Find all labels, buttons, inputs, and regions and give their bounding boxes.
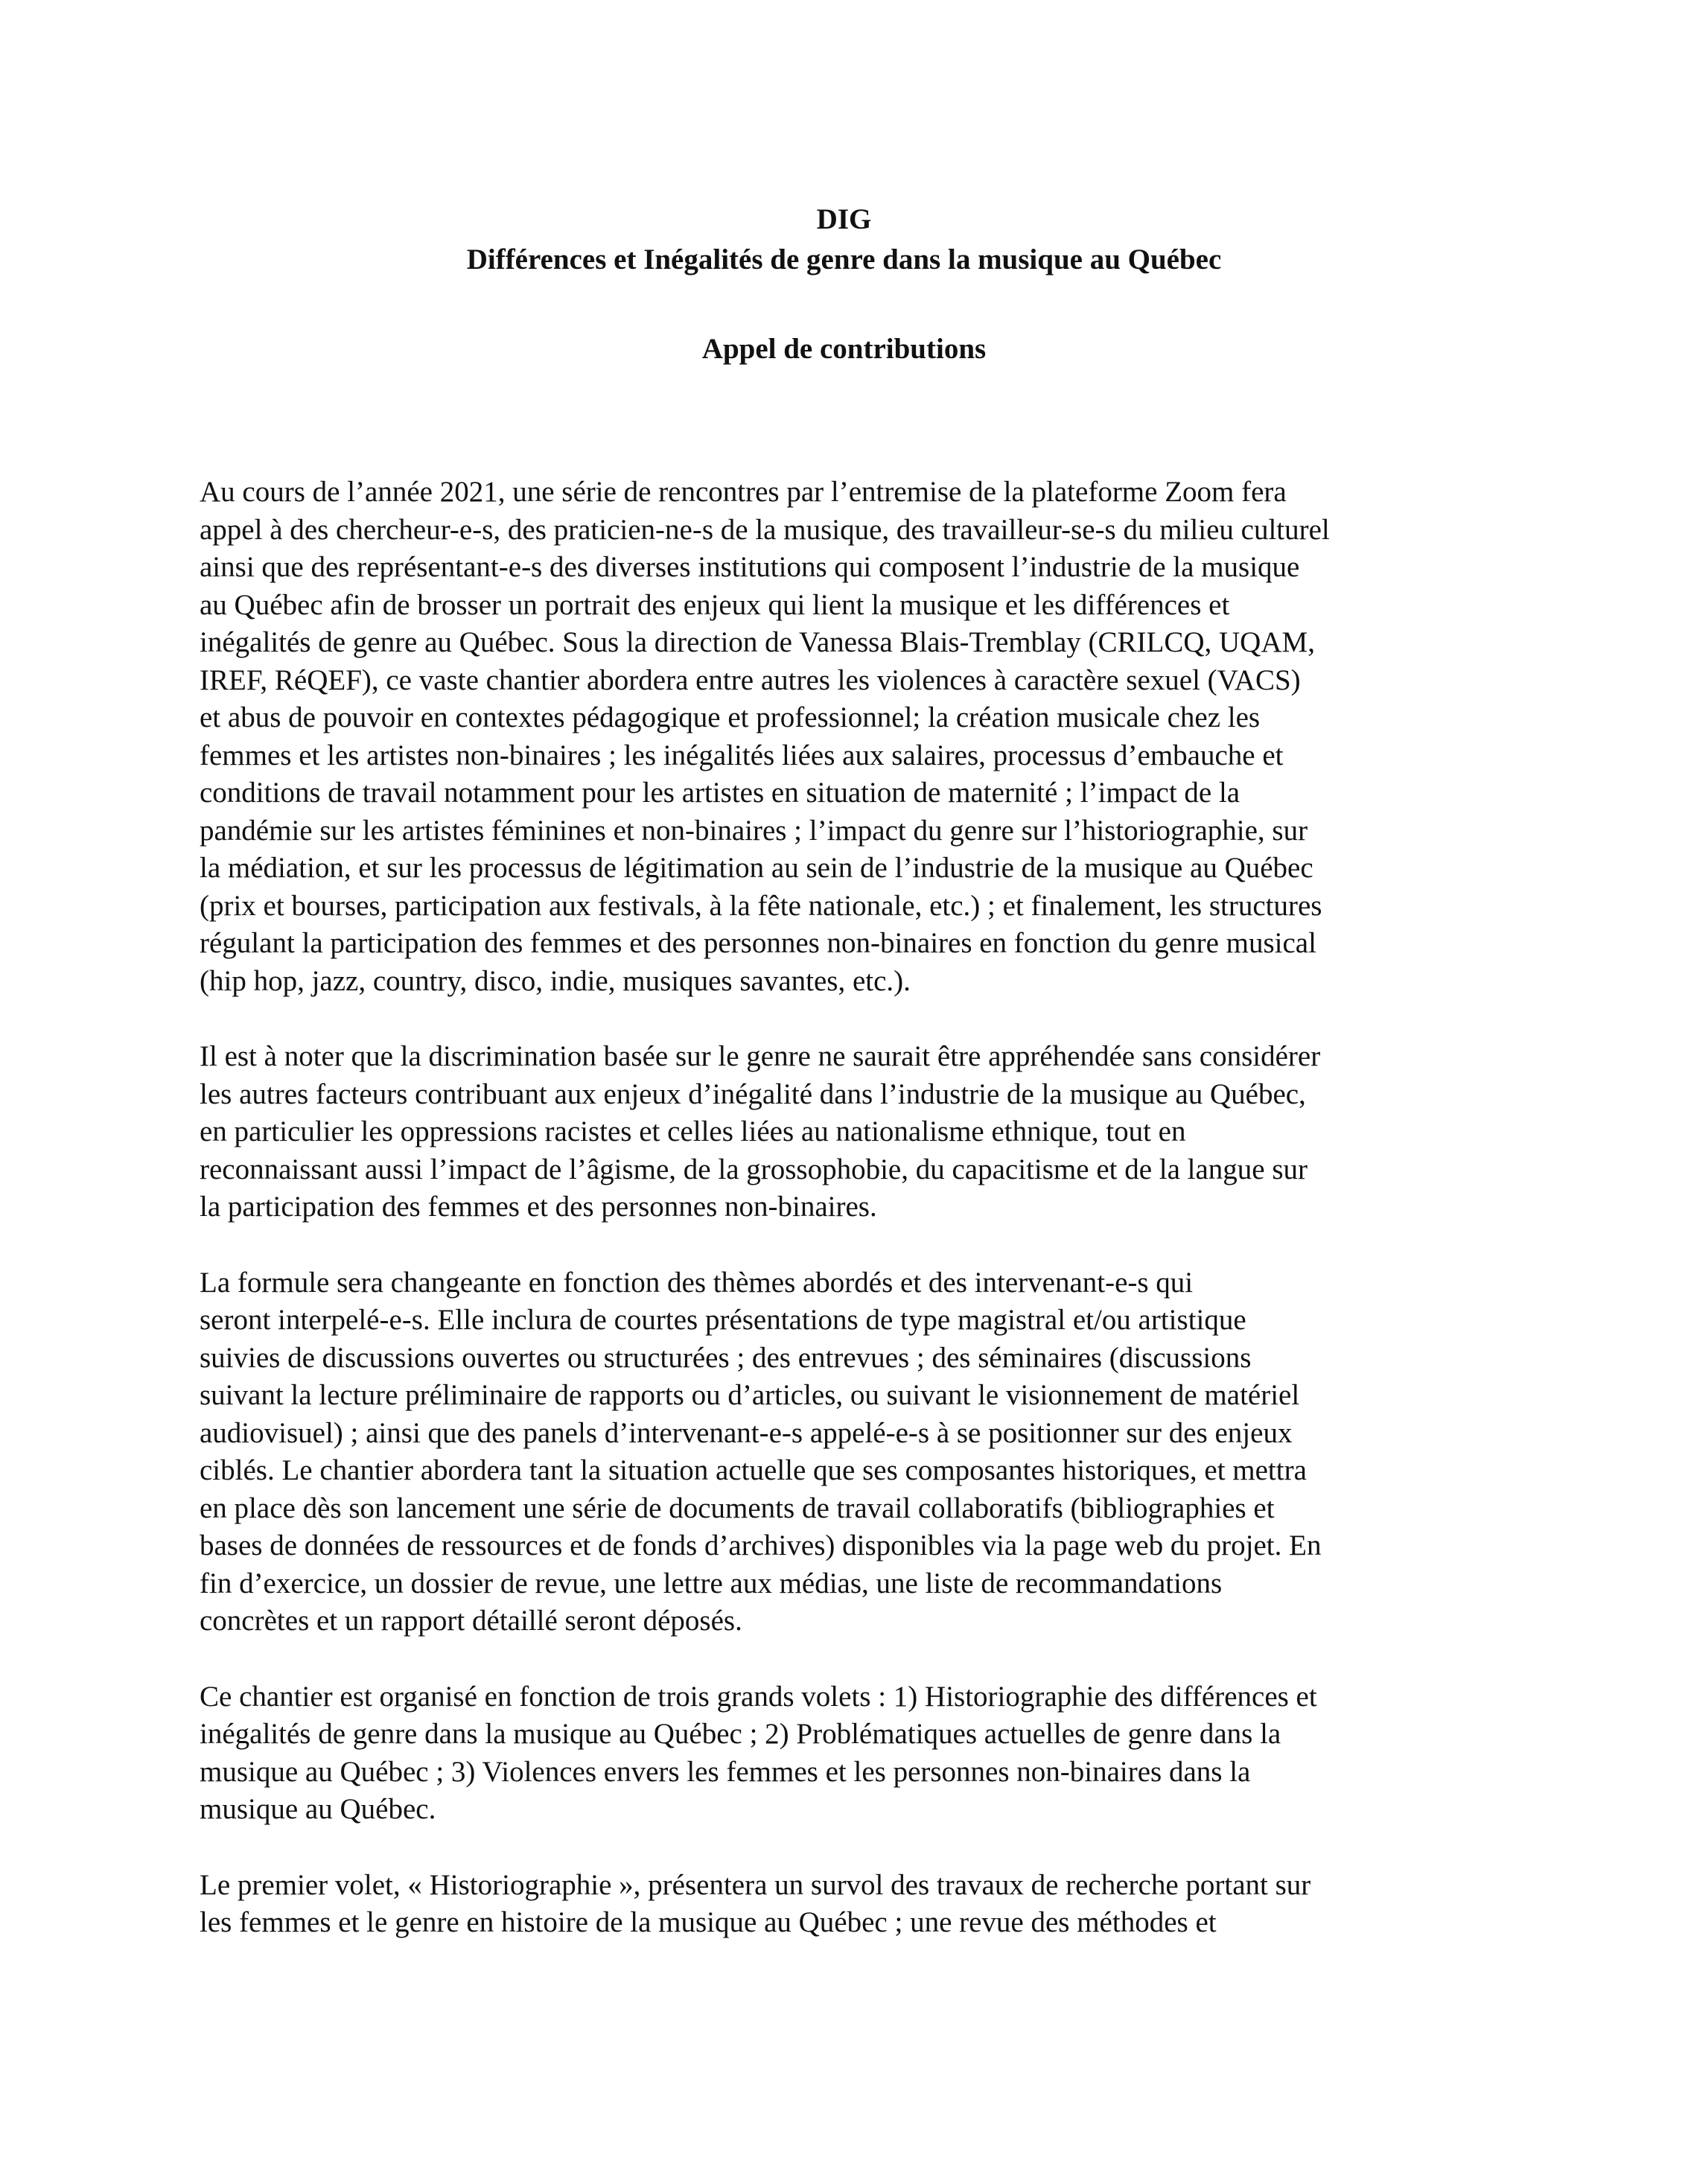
paragraph-line: régulant la participation des femmes et des personnes non-binaires en fonction du genre musical bbox=[200, 927, 1316, 959]
paragraph-line: suivant la lecture préliminaire de rapports ou d’articles, ou suivant le visionnement de matériel bbox=[200, 1379, 1300, 1411]
paragraph-line: pandémie sur les artistes féminines et non-binaires ; l’impact du genre sur l’historiographie, sur bbox=[200, 814, 1308, 847]
paragraph-line: ciblés. Le chantier abordera tant la situation actuelle que ses composantes historiques, et mettra bbox=[200, 1454, 1307, 1486]
paragraph-line: ainsi que des représentant-e-s des diverses institutions qui composent l’industrie de la musique bbox=[200, 551, 1300, 583]
paragraph-line: appel à des chercheur-e-s, des praticien-ne-s de la musique, des travailleur-se-s du milieu culturel bbox=[200, 513, 1330, 546]
paragraph-line: audiovisuel) ; ainsi que des panels d’intervenant-e-s appelé-e-s à se positionner sur des enjeux bbox=[200, 1416, 1293, 1449]
paragraph-line: la médiation, et sur les processus de légitimation au sein de l’industrie de la musique au Québec bbox=[200, 852, 1313, 884]
paragraph-line: conditions de travail notamment pour les artistes en situation de maternité ; l’impact de la bbox=[200, 777, 1240, 809]
paragraph-line: (prix et bourses, participation aux festivals, à la fête nationale, etc.) ; et finalement, les structures bbox=[200, 889, 1322, 922]
paragraph-line: femmes et les artistes non-binaires ; les inégalités liées aux salaires, processus d’embauche et bbox=[200, 739, 1284, 771]
paragraph-line: concrètes et un rapport détaillé seront déposés. bbox=[200, 1605, 742, 1637]
paragraph bbox=[200, 1038, 1495, 1226]
paragraph-line: inégalités de genre au Québec. Sous la direction de Vanessa Blais-Tremblay (CRILCQ, UQAM, bbox=[200, 626, 1315, 658]
paragraph-line: les femmes et le genre en histoire de la musique au Québec ; une revue des méthodes et bbox=[200, 1906, 1217, 1938]
paragraph-line: en particulier les oppressions racistes et celles liées au nationalisme ethnique, tout en bbox=[200, 1115, 1186, 1147]
paragraph bbox=[200, 474, 1495, 1000]
paragraph bbox=[200, 1867, 1495, 1942]
paragraph-line: inégalités de genre dans la musique au Québec ; 2) Problématiques actuelles de genre dans la bbox=[200, 1718, 1281, 1750]
paragraph-line: Il est à noter que la discrimination basée sur le genre ne saurait être appréhendée sans considérer bbox=[200, 1040, 1321, 1072]
paragraph-line: Au cours de l’année 2021, une série de rencontres par l’entremise de la plateforme Zoom fera bbox=[200, 476, 1287, 508]
document-title: Différences et Inégalités de genre dans la musique au Québec bbox=[466, 243, 1222, 276]
paragraph-line: au Québec afin de brosser un portrait des enjeux qui lient la musique et les différences et bbox=[200, 588, 1230, 621]
paragraph-line: musique au Québec ; 3) Violences envers les femmes et les personnes non-binaires dans la bbox=[200, 1755, 1251, 1788]
paragraph-line: bases de données de ressources et de fonds d’archives) disponibles via la page web du projet. En bbox=[200, 1529, 1322, 1561]
paragraph-line: seront interpelé-e-s. Elle inclura de courtes présentations de type magistral et/ou artistique bbox=[200, 1304, 1246, 1336]
paragraph-line: la participation des femmes et des personnes non-binaires. bbox=[200, 1191, 877, 1223]
paragraph-line: Le premier volet, « Historiographie », présentera un survol des travaux de recherche portant sur bbox=[200, 1868, 1311, 1901]
paragraph-line: La formule sera changeante en fonction des thèmes abordés et des intervenant-e-s qui bbox=[200, 1266, 1194, 1299]
paragraph bbox=[200, 1264, 1495, 1640]
paragraph-line: (hip hop, jazz, country, disco, indie, musiques savantes, etc.). bbox=[200, 964, 911, 997]
paragraph-line: fin d’exercice, un dossier de revue, une lettre aux médias, une liste de recommandations bbox=[200, 1567, 1223, 1599]
paragraph bbox=[200, 1678, 1495, 1829]
document-acronym: DIG bbox=[816, 203, 872, 235]
paragraph-line: IREF, RéQEF), ce vaste chantier abordera entre autres les violences à caractère sexuel (VACS) bbox=[200, 663, 1301, 696]
paragraph-line: et abus de pouvoir en contextes pédagogique et professionnel; la création musicale chez les bbox=[200, 701, 1261, 733]
document-header bbox=[0, 200, 1688, 369]
paragraph-line: en place dès son lancement une série de documents de travail collaboratifs (bibliographies et bbox=[200, 1491, 1275, 1524]
paragraph-line: les autres facteurs contribuant aux enjeux d’inégalité dans l’industrie de la musique au Québec, bbox=[200, 1077, 1306, 1110]
call-heading: Appel de contributions bbox=[701, 333, 987, 365]
document-body bbox=[200, 474, 1495, 1980]
paragraph-line: musique au Québec. bbox=[200, 1793, 436, 1825]
paragraph-line: reconnaissant aussi l’impact de l’âgisme, de la grossophobie, du capacitisme et de la langue sur bbox=[200, 1153, 1308, 1185]
paragraph-line: Ce chantier est organisé en fonction de trois grands volets : 1) Historiographie des différences et bbox=[200, 1680, 1317, 1713]
paragraph-line: suivies de discussions ouvertes ou structurées ; des entrevues ; des séminaires (discussions bbox=[200, 1341, 1252, 1374]
